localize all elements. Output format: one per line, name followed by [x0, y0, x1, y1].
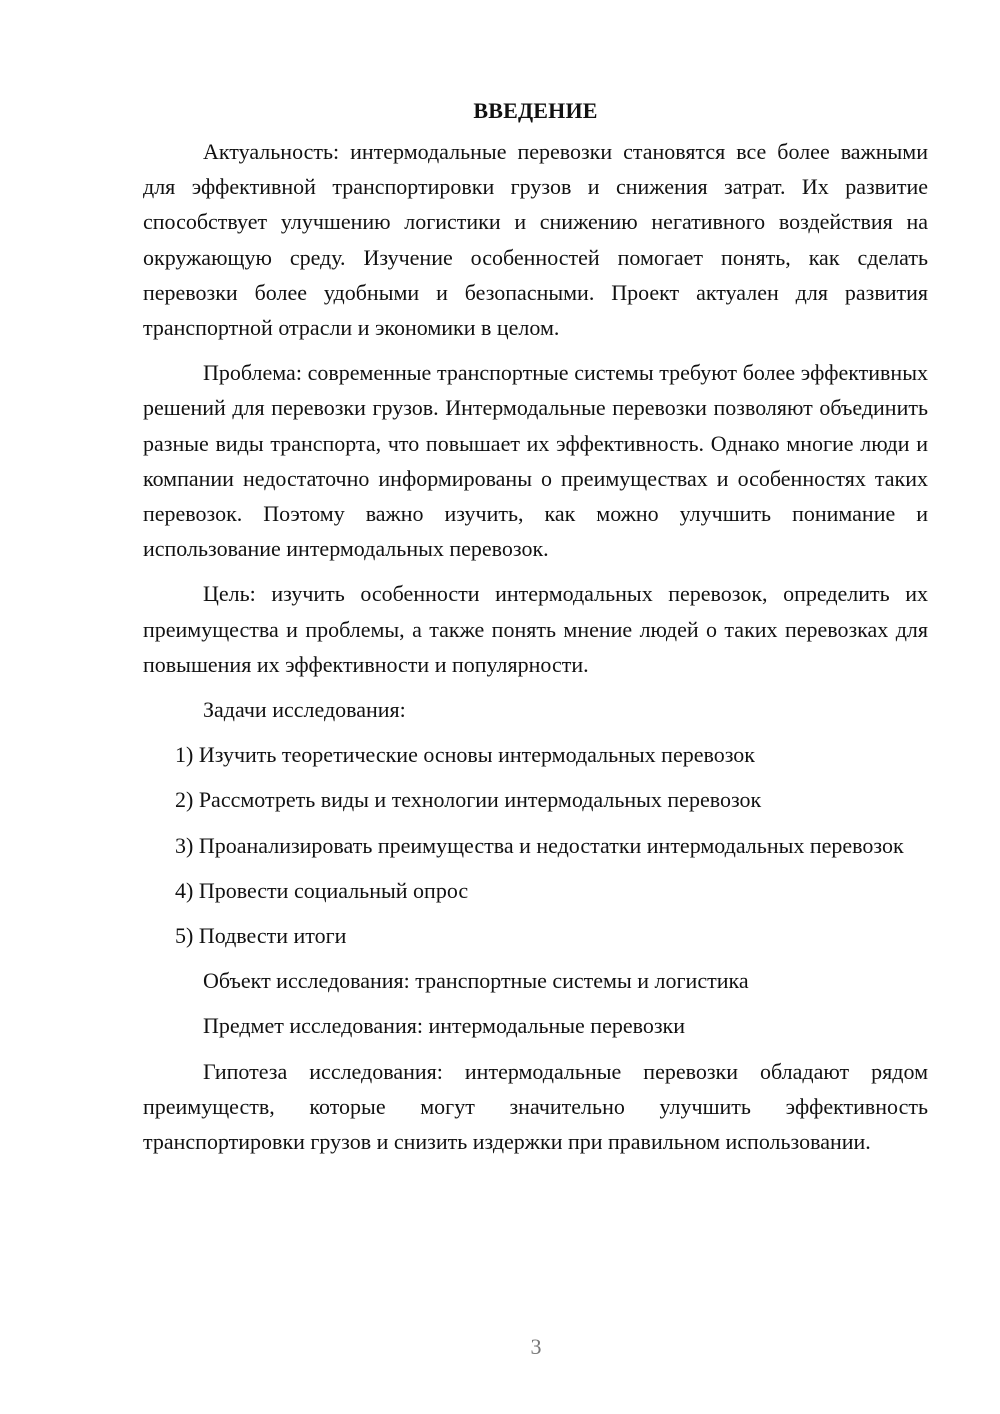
- research-object: Объект исследования: транспортные системы и логистика: [203, 968, 749, 994]
- page-number: 3: [530, 1334, 542, 1359]
- page-title: ВВЕДЕНИЕ: [473, 98, 598, 123]
- tasks-heading: Задачи исследования:: [203, 697, 406, 723]
- hypothesis-paragraph: Гипотеза исследования: интермодальные перевозки обладают рядом преимуществ, которые могут значительно улучшить эффективность транспортировки грузов и снизить издержки при правильном использовании.: [143, 1058, 928, 1155]
- research-subject: Предмет исследования: интермодальные перевозки: [203, 1013, 686, 1039]
- document-body: [143, 96, 928, 1169]
- problem-paragraph: Проблема: современные транспортные системы требуют более эффективных решений для перевозки грузов. Интермодальные перевозки позволяют объединить разные виды транспорта, что повышает их эффективность. Однако многие люди и компании недостаточно информированы о преимуществах и особенностях таких перевозок. Поэтому важно изучить, как можно улучшить понимание и использование интермодальных перевозок.: [143, 360, 928, 562]
- task-item-4: 4) Провести социальный опрос: [175, 877, 469, 903]
- goal-paragraph: Цель: изучить особенности интермодальных перевозок, определить их преимущества и проблемы, а также понять мнение людей о таких перевозках для повышения их эффективности и популярности.: [143, 581, 928, 677]
- relevance-paragraph: Актуальность: интермодальные перевозки становятся все более важными для эффективной транспортировки грузов и снижения затрат. Их развитие способствует улучшению логистики и снижению негативного воздействия на окружающую среду. Изучение особенностей помогает понять, как сделать перевозки более удобными и безопасными. Проект актуален для развития транспортной отрасли и экономики в целом.: [143, 139, 928, 341]
- task-item-5: 5) Подвести итоги: [175, 923, 347, 949]
- task-item-3: 3) Проанализировать преимущества и недостатки интермодальных перевозок: [175, 832, 904, 858]
- task-item-1: 1) Изучить теоретические основы интермодальных перевозок: [175, 742, 755, 768]
- task-item-2: 2) Рассмотреть виды и технологии интермодальных перевозок: [175, 787, 762, 813]
